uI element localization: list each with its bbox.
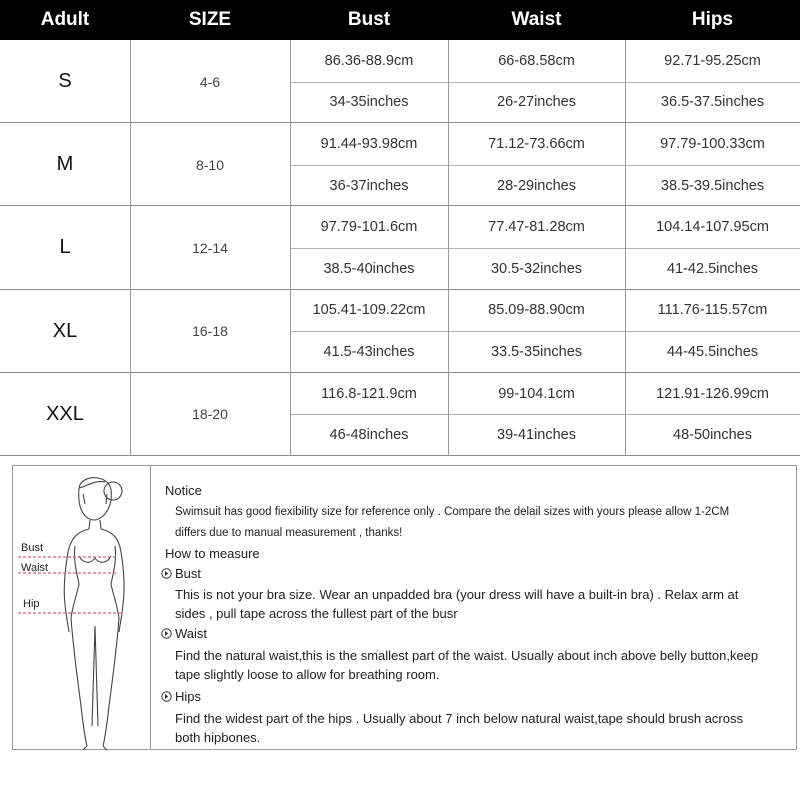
bust-figure-label: Bust bbox=[21, 542, 44, 554]
waist-line-1: Find the natural waist,this is the smallest part of the waist. Usually about inch above belly button,keep bbox=[175, 648, 759, 663]
size-range-cell: 18-20 bbox=[192, 406, 228, 423]
bust-cm-cell: 97.79-101.6cm bbox=[320, 219, 418, 236]
bust-section-title: Bust bbox=[175, 566, 202, 581]
size-cell: S bbox=[58, 70, 72, 93]
hips-inches-cell: 41-42.5inches bbox=[666, 260, 759, 277]
bust-inches-cell: 46-48inches bbox=[329, 427, 409, 444]
row-divider bbox=[290, 165, 800, 166]
guide-divider bbox=[150, 466, 151, 749]
bust-section-heading bbox=[161, 566, 201, 581]
size-range-cell: 8-10 bbox=[195, 156, 225, 173]
circle-arrow-icon bbox=[161, 691, 172, 702]
size-range-cell: 16-18 bbox=[192, 323, 228, 340]
how-to-measure-title: How to measure bbox=[165, 546, 260, 561]
waist-figure-label: Waist bbox=[21, 562, 49, 574]
hips-cm-cell: 92.71-95.25cm bbox=[664, 52, 761, 69]
bust-line-1: This is not your bra size. Wear an unpadded bra (your dress will have a built-in bra) . Relax arm at bbox=[175, 587, 739, 602]
hips-section-heading bbox=[161, 689, 201, 704]
column-divider bbox=[448, 40, 449, 456]
row-divider bbox=[290, 248, 800, 249]
size-range-cell: 4-6 bbox=[199, 73, 221, 90]
header-adult: Adult bbox=[0, 0, 130, 40]
waist-cm-cell: 66-68.58cm bbox=[498, 52, 575, 69]
row-divider bbox=[290, 331, 800, 332]
hips-inches-cell: 44-45.5inches bbox=[666, 343, 759, 360]
waist-inches-cell: 39-41inches bbox=[497, 427, 576, 444]
bust-cm-cell: 91.44-93.98cm bbox=[320, 135, 418, 152]
column-divider bbox=[625, 40, 626, 456]
header-hips: Hips bbox=[625, 0, 800, 40]
waist-line-2: tape slightly loose to allow for breathing room. bbox=[175, 667, 440, 682]
hips-line-2: both hipbones. bbox=[175, 730, 261, 745]
size-cell: L bbox=[59, 236, 71, 259]
bust-cm-cell: 105.41-109.22cm bbox=[312, 302, 426, 319]
waist-inches-cell: 28-29inches bbox=[497, 177, 576, 194]
hips-section-title: Hips bbox=[175, 689, 202, 704]
header-bust: Bust bbox=[290, 0, 448, 40]
size-range-cell: 12-14 bbox=[192, 239, 228, 256]
row-divider bbox=[290, 414, 800, 415]
size-cell: XXL bbox=[46, 402, 84, 425]
notice-line-1: Swimsuit has good fiexibility size for reference only . Compare the delail sizes with yours please allow 1-2CM bbox=[175, 506, 730, 518]
size-cell: M bbox=[56, 153, 74, 176]
waist-cm-cell: 71.12-73.66cm bbox=[488, 135, 585, 152]
bust-inches-cell: 36-37inches bbox=[329, 177, 409, 194]
circle-arrow-icon bbox=[161, 568, 172, 579]
waist-cm-cell: 77.47-81.28cm bbox=[488, 219, 585, 236]
bust-inches-cell: 41.5-43inches bbox=[323, 343, 415, 360]
bust-inches-cell: 34-35inches bbox=[329, 94, 409, 111]
hips-inches-cell: 36.5-37.5inches bbox=[660, 94, 765, 111]
header-size: SIZE bbox=[130, 0, 290, 40]
hip-figure-label: Hip bbox=[23, 598, 40, 610]
hips-cm-cell: 111.76-115.57cm bbox=[657, 302, 768, 319]
size-cell: XL bbox=[52, 319, 78, 342]
bust-line-2: sides , pull tape across the fullest part of the busr bbox=[175, 606, 458, 621]
bust-inches-cell: 38.5-40inches bbox=[323, 260, 415, 277]
hips-inches-cell: 38.5-39.5inches bbox=[660, 177, 765, 194]
guide-text-panel bbox=[153, 466, 795, 751]
column-divider bbox=[290, 40, 291, 456]
measuring-guide bbox=[12, 465, 797, 750]
header-waist: Waist bbox=[448, 0, 625, 40]
waist-section-heading bbox=[161, 626, 207, 641]
waist-section-title: Waist bbox=[175, 626, 208, 641]
bust-cm-cell: 116.8-121.9cm bbox=[321, 385, 417, 402]
hips-line-1: Find the widest part of the hips . Usually about 7 inch below natural waist,tape should brush across bbox=[175, 711, 743, 726]
column-divider bbox=[130, 40, 131, 456]
waist-cm-cell: 85.09-88.90cm bbox=[488, 302, 585, 319]
notice-title: Notice bbox=[165, 483, 202, 498]
waist-inches-cell: 30.5-32inches bbox=[490, 260, 583, 277]
hips-cm-cell: 104.14-107.95cm bbox=[656, 219, 769, 236]
row-divider bbox=[290, 82, 800, 83]
notice-line-2: differs due to manual measurement , thanks! bbox=[175, 527, 403, 539]
waist-cm-cell: 99-104.1cm bbox=[498, 385, 575, 402]
bust-cm-cell: 86.36-88.9cm bbox=[324, 52, 414, 69]
circle-arrow-icon bbox=[161, 628, 172, 639]
hips-cm-cell: 121.91-126.99cm bbox=[656, 385, 769, 402]
hips-cm-cell: 97.79-100.33cm bbox=[660, 135, 765, 152]
waist-inches-cell: 33.5-35inches bbox=[490, 343, 583, 360]
hips-inches-cell: 48-50inches bbox=[673, 427, 752, 444]
waist-inches-cell: 26-27inches bbox=[497, 94, 576, 111]
group-divider bbox=[0, 455, 800, 456]
